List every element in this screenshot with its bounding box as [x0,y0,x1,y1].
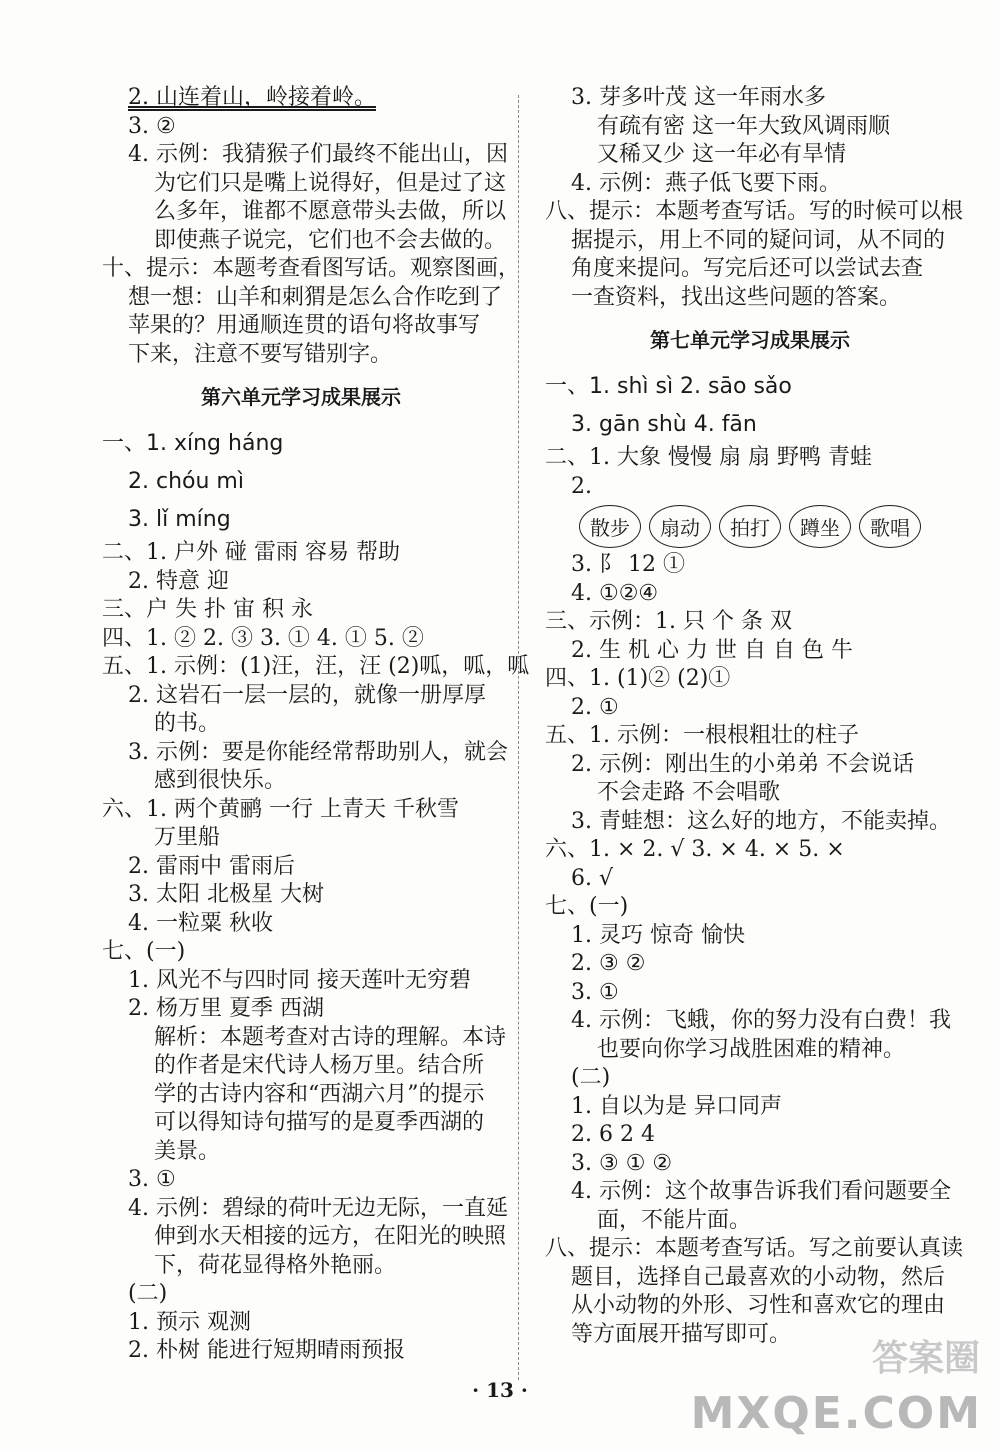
answer-line: 3. 青蛙想：这么好的地方，不能卖掉。 [571,808,951,834]
answer-line: 据提示，用上不同的疑问词，从不同的 [571,227,946,253]
answer-line: 一、1. shì sì 2. sāo sǎo [545,374,792,399]
answer-line: 2. ① [571,694,619,720]
answer-line: 2. 杨万里 夏季 西湖 [128,996,324,1021]
answer-line: 二、1. 大象 慢慢 扇 扇 野鸭 青蛙 [545,445,872,470]
answer-line: (二) [571,1065,611,1090]
answer-line: 2. chóu mì [128,469,244,494]
answer-line: 1. 自以为是 异口同声 [571,1093,782,1119]
answer-line: 4. 示例：这个故事告诉我们看问题要全 [571,1179,951,1204]
word-oval: 散步 [579,505,641,548]
answer-line: 八、提示：本题考查写话。写之前要认真读 [545,1236,964,1261]
answer-line: 1. 风光不与四时同 接天莲叶无穷碧 [128,967,471,993]
answer-line: 四、1. ② 2. ③ 3. ① 4. ① 5. ② [102,625,424,651]
answer-line: 也要向你学习战胜困难的精神。 [597,1036,906,1062]
answer-line: 4. 一粒粟 秋收 [128,910,273,936]
answer-line: 即使燕子说完，它们也不会去做的。 [154,227,507,253]
answer-line: 3. ① [571,979,619,1005]
left-column [102,84,530,1366]
column-divider [518,95,519,1380]
answer-line: 4. 示例：飞蛾，你的努力没有白费！我 [571,1008,951,1033]
answer-line: 一、1. xíng háng [102,431,284,456]
right-column [545,84,964,1349]
section-heading: 第六单元学习成果展示 [201,385,401,409]
answer-line: 2. 雷雨中 雷雨后 [128,853,295,879]
answer-line: 3. 芽多叶茂 这一年雨水多 [571,85,826,110]
answer-line: 十、提示：本题考查看图写话。观察图画， [102,256,521,281]
answer-line: 2. 这岩石一层一层的，就像一册厚厚 [128,682,486,708]
answer-line: 七、(一) [545,894,629,919]
answer-line: 五、1. 示例：(1)汪，汪，汪 (2)呱，呱，呱 [102,654,530,679]
answer-line: 四、1. (1)② (2)① [545,666,731,691]
answer-line: 有疏有密 这一年大致风调雨顺 [597,113,890,139]
word-oval-row [545,501,955,551]
word-oval: 蹲坐 [789,505,851,548]
answer-line: 又稀又少 这一年必有旱情 [597,142,846,167]
answer-line: 感到很快乐。 [154,768,287,793]
answer-line: 学的古诗内容和“西湖六月”的提示 [154,1081,485,1107]
answer-line: 4. 示例：燕子低飞要下雨。 [571,170,841,196]
answer-line: 从小动物的外形、习性和喜欢它的理由 [571,1293,946,1318]
answer-line: 2. [571,473,592,499]
answer-line: 3. ① [128,1167,176,1192]
answer-line: 等方面展开描写即可。 [571,1321,792,1347]
page-number: · 13 · [472,1378,528,1402]
answer-line: 3. 阝 12 ① [571,552,685,577]
word-oval: 拍打 [719,505,781,548]
answer-line: 二、1. 户外 碰 雷雨 容易 帮助 [102,540,400,565]
answer-line: 4. 示例：我猜猴子们最终不能出山，因 [128,142,508,167]
answer-line: 角度来提问。写完后还可以尝试去查 [571,256,924,281]
answer-line: 下来，注意不要写错别字。 [128,341,393,367]
answer-line: 1. 灵巧 惊奇 愉快 [571,922,745,948]
answer-line: 为它们只是嘴上说得好，但是过了这 [154,170,507,196]
answer-line: 么多年，谁都不愿意带头去做，所以 [154,199,507,224]
answer-line: 3. ② [128,113,176,139]
answer-line: 不会走路 不会唱歌 [597,780,780,805]
answer-line: 题目，选择自己最喜欢的小动物，然后 [571,1264,946,1290]
answer-line: 3. gān shù 4. fān [571,412,757,437]
answer-line: 2. 6 2 4 [571,1122,655,1147]
watermark: MXQE.COM [690,1388,982,1439]
answer-line: 的作者是宋代诗人杨万里。结合所 [154,1053,485,1078]
answer-line: 三、户 失 扑 宙 积 永 [102,597,313,622]
answer-line: 一查资料，找出这些问题的答案。 [571,284,902,310]
right-column-top [545,84,964,501]
answer-line: 可以得知诗句描写的是夏季西湖的 [154,1110,485,1135]
answer-line: 六、1. × 2. √ 3. × 4. × 5. × [545,837,845,862]
answer-line: 3. ③ ① ② [571,1150,673,1176]
answer-line: 八、提示：本题考查写话。写的时候可以根 [545,199,964,224]
answer-line: 2. 山连着山，岭接着岭。 [128,85,376,110]
answer-line: 的书。 [154,711,221,736]
answer-line: 4. 示例：碧绿的荷叶无边无际，一直延 [128,1195,508,1221]
answer-line: 七、(一) [102,939,186,964]
right-column-bottom [545,551,964,1349]
answer-line: 3. 示例：要是你能经常帮助别人，就会 [128,739,508,765]
word-oval: 歌唱 [859,505,921,548]
word-oval: 扇动 [649,505,711,548]
answer-line: 五、1. 示例：一根根粗壮的柱子 [545,723,859,748]
section-heading: 第七单元学习成果展示 [650,328,850,352]
answer-line: 下，荷花显得格外艳丽。 [154,1252,397,1278]
answer-line: 苹果的？用通顺连贯的语句将故事写 [128,313,481,338]
answer-line: 3. 太阳 北极星 大树 [128,882,324,907]
answer-line: 2. 示例：刚出生的小弟弟 不会说话 [571,751,914,777]
answer-line: 1. 预示 观测 [128,1309,251,1335]
answer-line: 2. 朴树 能进行短期晴雨预报 [128,1338,405,1363]
answer-line: 2. 生 机 心 力 世 自 自 色 牛 [571,637,853,663]
answer-line: 伸到水天相接的远方，在阳光的映照 [154,1224,507,1249]
answer-line: 解析：本题考查对古诗的理解。本诗 [154,1024,507,1050]
answer-line: 三、示例：1. 只 个 条 双 [545,609,792,634]
answer-line: 面，不能片面。 [597,1207,752,1233]
watermark-logo: 答案圈 [871,1338,980,1379]
answer-line: 万里船 [154,825,221,850]
answer-line: 6. √ [571,865,614,891]
answer-line: 2. 特意 迎 [128,568,229,594]
answer-line: 2. ③ ② [571,951,646,976]
answer-line: 美景。 [154,1138,221,1164]
answer-line: (二) [128,1281,168,1306]
answer-line: 想一想：山羊和刺猬是怎么合作吃到了 [128,284,503,310]
answer-line: 4. ①②④ [571,580,659,606]
answer-line: 3. lǐ míng [128,507,231,532]
answer-line: 六、1. 两个黄鹂 一行 上青天 千秋雪 [102,796,459,822]
